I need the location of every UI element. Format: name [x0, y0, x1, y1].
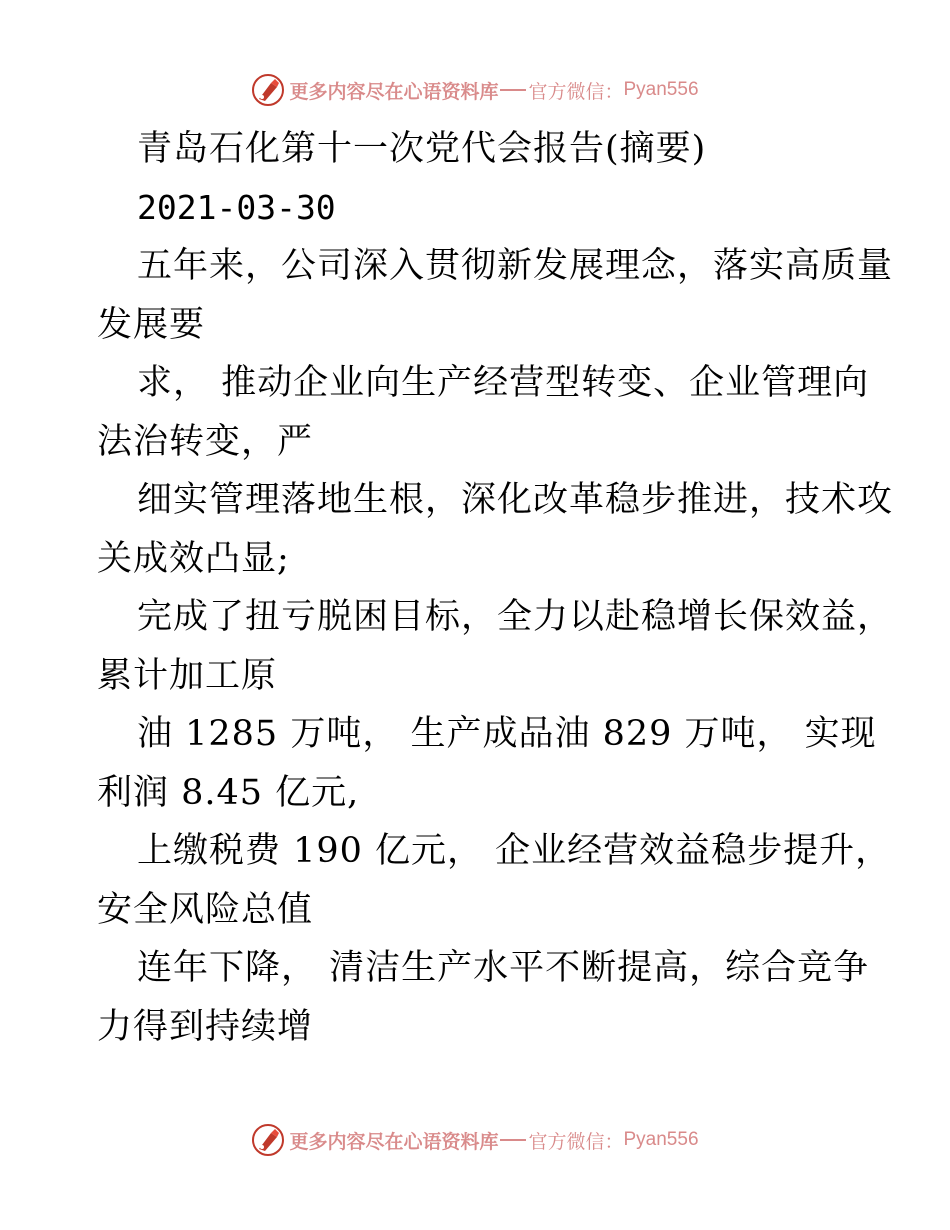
watermark-text: 更多内容尽在心语资料库: [289, 80, 499, 103]
document-date: 2021-03-30: [137, 187, 336, 227]
pen-nib-logo-icon: [251, 1123, 285, 1157]
paragraph-line: 连年下降， 清洁生产水平不断提高，综合竞争: [137, 948, 870, 988]
paragraph-line: 发展要: [97, 304, 206, 345]
watermark-wechat-id: Pyan556: [623, 1129, 699, 1150]
watermark-wechat-id: Pyan556: [623, 79, 699, 100]
paragraph-line: 累计加工原: [97, 655, 278, 696]
paragraph-line: 细实管理落地生根，深化改革稳步推进，技术攻: [137, 480, 894, 520]
pen-nib-logo-icon: [251, 73, 285, 107]
paragraph-line: 上缴税费 190 亿元， 企业经营效益稳步提升，: [137, 831, 892, 871]
document-title: 青岛石化第十一次党代会报告(摘要): [137, 129, 707, 169]
watermark-wechat-label: 官方微信：: [528, 80, 624, 103]
paragraph-line: 完成了扭亏脱困目标，全力以赴稳增长保效益，: [137, 597, 894, 637]
paragraph-line: 求， 推动企业向生产经营型转变、企业管理向: [137, 363, 870, 403]
paragraph-line: 油 1285 万吨， 生产成品油 829 万吨， 实现: [137, 714, 877, 754]
paragraph-line: 关成效凸显;: [97, 538, 290, 579]
watermark-dash: [500, 1139, 526, 1141]
paragraph-line: 安全风险总值: [97, 889, 314, 930]
paragraph-line: 利润 8.45 亿元,: [97, 772, 360, 813]
document-body: [97, 120, 894, 1056]
footer-watermark: [0, 1120, 950, 1160]
watermark-wechat-label: 官方微信：: [528, 1130, 624, 1153]
watermark-dash: [500, 89, 526, 91]
watermark-text: 更多内容尽在心语资料库: [289, 1130, 499, 1153]
paragraph-line: 法治转变，严: [97, 421, 314, 462]
paragraph-line: 力得到持续增: [97, 1006, 314, 1047]
header-watermark: [0, 70, 950, 110]
paragraph-line: 五年来，公司深入贯彻新发展理念，落实高质量: [137, 246, 894, 286]
